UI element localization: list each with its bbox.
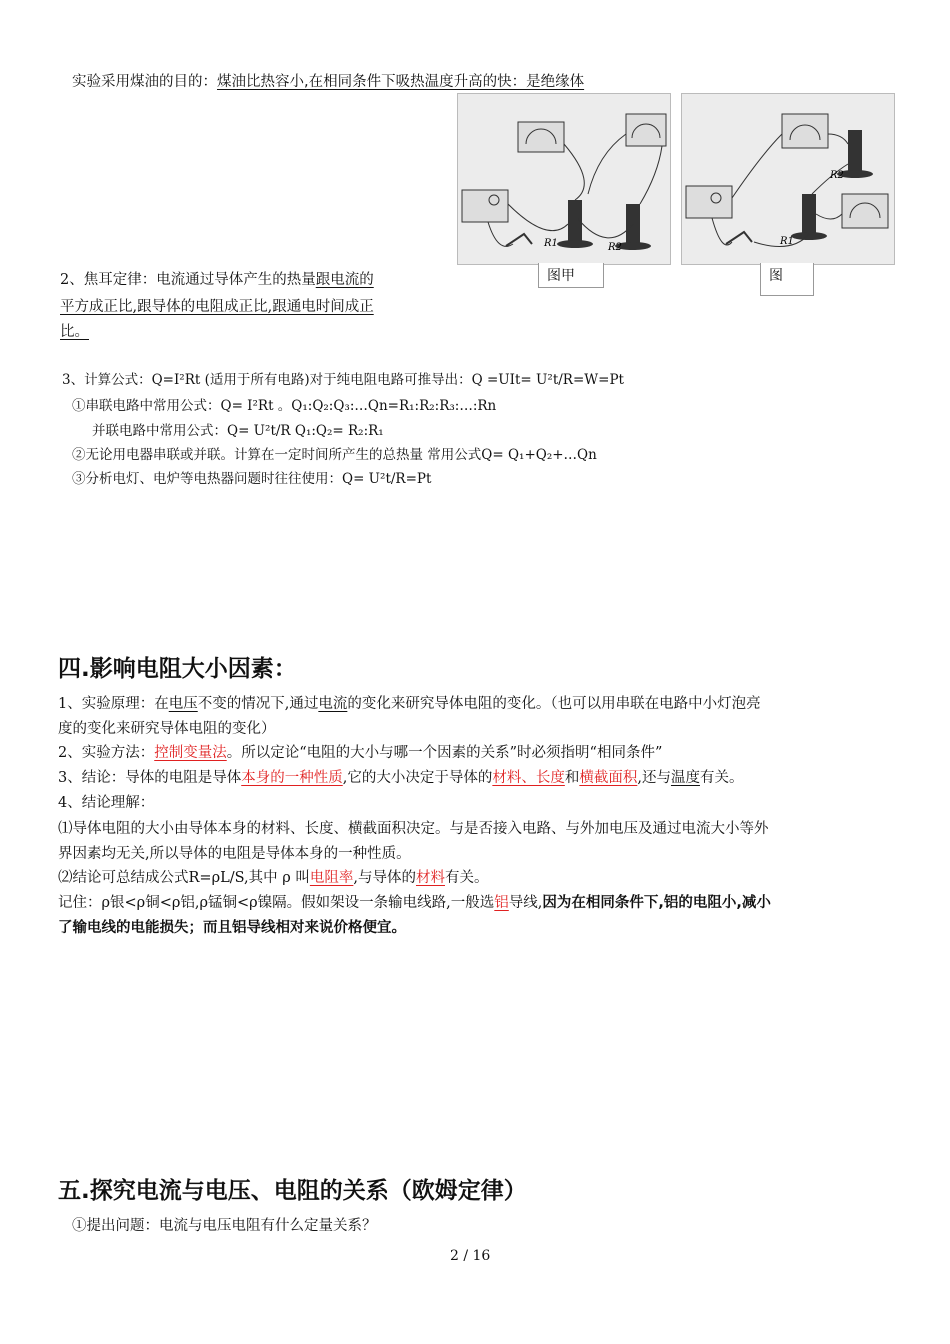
s4-p7-c: 导线,	[508, 895, 543, 911]
s4-p7-reason: 因为在相同条件下,铝的电阻小,减小	[542, 895, 771, 911]
s4-p6	[58, 866, 488, 887]
s4-p6-a: ⑵结论可总结成公式R=ρL/S,其中 ρ 叫	[58, 870, 310, 886]
formula-line2: ①串联电路中常用公式：Q= I²Rt 。Q₁:Q₂:Q₃:…Qn=R₁:R₂:R₃:…:Rn	[72, 398, 497, 414]
circuit-figure-a	[457, 93, 671, 265]
formula-line4: ②无论用电器串联或并联。计算在一定时间所产生的总热量 常用公式Q= Q₁+Q₂+…Qn	[72, 447, 597, 463]
s4-p1-line1	[58, 692, 761, 713]
s4-p7-line2: 了输电线的电能损失；而且铝导线相对来说价格便宜。	[58, 920, 406, 936]
s4-p1-current: 电流	[318, 696, 348, 712]
s4-p3-material-length: 材料、长度	[492, 770, 565, 786]
s4-p6-e: 有关。	[444, 870, 489, 886]
joule-law-key1: 跟电流的	[315, 272, 374, 288]
s4-p1-c: 不变的情况下,通过	[197, 696, 319, 712]
s4-p1-line2: 度的变化来研究导体电阻的变化）	[58, 721, 276, 737]
joule-law-line3: 比。	[60, 324, 89, 340]
circuit-diagram-a	[458, 94, 670, 264]
s4-p2	[58, 741, 662, 762]
s4-p7-a: 记住：ρ银<ρ铜<ρ铝,ρ锰铜<ρ镍隔。假如架设一条输电线路,一般选	[58, 895, 495, 911]
formula-line1: 3、计算公式：Q=I²Rt (适用于所有电路)对于纯电阻电路可推导出：Q =UIt= U²t/R=W=Pt	[62, 372, 624, 388]
formula-line5: ③分析电灯、电炉等电热器问题时往往使用：Q= U²t/R=Pt	[72, 471, 432, 487]
s4-p6-resistivity: 电阻率	[309, 870, 354, 886]
s4-p5-line1: ⑴导体电阻的大小由导体本身的材料、长度、横截面积决定。与是否接入电路、与外加电压及通过电流大小等外	[58, 821, 769, 837]
s4-p1-a: 1、实验原理：在	[58, 696, 169, 712]
s4-p2-a: 2、实验方法：	[58, 745, 155, 761]
s4-p3-c: ,它的大小决定于导体的	[342, 770, 493, 786]
s4-p2-method: 控制变量法	[154, 745, 227, 761]
s4-p3-g: ,还与	[637, 770, 671, 786]
s4-p5-line2: 界因素均无关,所以导体的电阻是导体本身的一种性质。	[58, 846, 411, 862]
s5-p1: ①提出问题：电流与电压电阻有什么定量关系？	[72, 1218, 377, 1234]
joule-law-line2: 平方成正比,跟导体的电阻成正比,跟通电时间成正	[60, 299, 374, 315]
s4-p2-c: 。所以定论“电阻的大小与哪一个因素的关系”时必须指明“相同条件”	[226, 745, 663, 761]
joule-law-lead: 2、焦耳定律：电流通过导体产生的热量	[60, 272, 316, 288]
s4-p6-material: 材料	[415, 870, 445, 886]
kerosene-answer: 煤油比热容小,在相同条件下吸热温度升高的快：是绝缘体	[217, 74, 585, 90]
s4-p6-c: ,与导体的	[353, 870, 416, 886]
section4-title: 四.影响电阻大小因素：	[58, 656, 297, 682]
s4-p1-voltage: 电压	[168, 696, 198, 712]
s4-p7-aluminum: 铝	[494, 895, 509, 911]
label-r2-a: R2	[608, 242, 622, 253]
s4-p3	[58, 766, 743, 787]
label-r1-b: R1	[780, 236, 794, 247]
figure-b-caption: 图	[760, 263, 814, 296]
label-r2-b: R2	[830, 170, 844, 181]
s4-p7-line1	[58, 891, 771, 912]
s4-p3-a: 3、结论：导体的电阻是导体	[58, 770, 242, 786]
s4-p3-e: 和	[564, 770, 580, 786]
figure-a-caption: 图甲	[538, 263, 604, 288]
page-number: 2 / 16	[450, 1248, 491, 1264]
circuit-diagram-b	[682, 94, 894, 264]
s4-p3-temperature: 温度	[670, 770, 700, 786]
joule-law-line1	[60, 268, 374, 289]
formula-line3: 并联电路中常用公式：Q= U²t/R Q₁:Q₂= R₂:R₁	[92, 423, 384, 439]
s4-p4: 4、结论理解：	[58, 795, 155, 811]
s4-p3-cross-section: 横截面积	[579, 770, 638, 786]
kerosene-prefix: 实验采用煤油的目的：	[72, 74, 217, 90]
label-r1-a: R1	[544, 238, 558, 249]
circuit-figure-b	[681, 93, 895, 265]
kerosene-line	[72, 70, 584, 91]
section5-title: 五.探究电流与电压、电阻的关系（欧姆定律）	[58, 1178, 527, 1204]
s4-p3-i: 有关。	[699, 770, 744, 786]
s4-p1-e: 的变化来研究导体电阻的变化。（也可以用串联在电路中小灯泡亮	[347, 696, 761, 712]
s4-p3-property: 本身的一种性质	[241, 770, 343, 786]
